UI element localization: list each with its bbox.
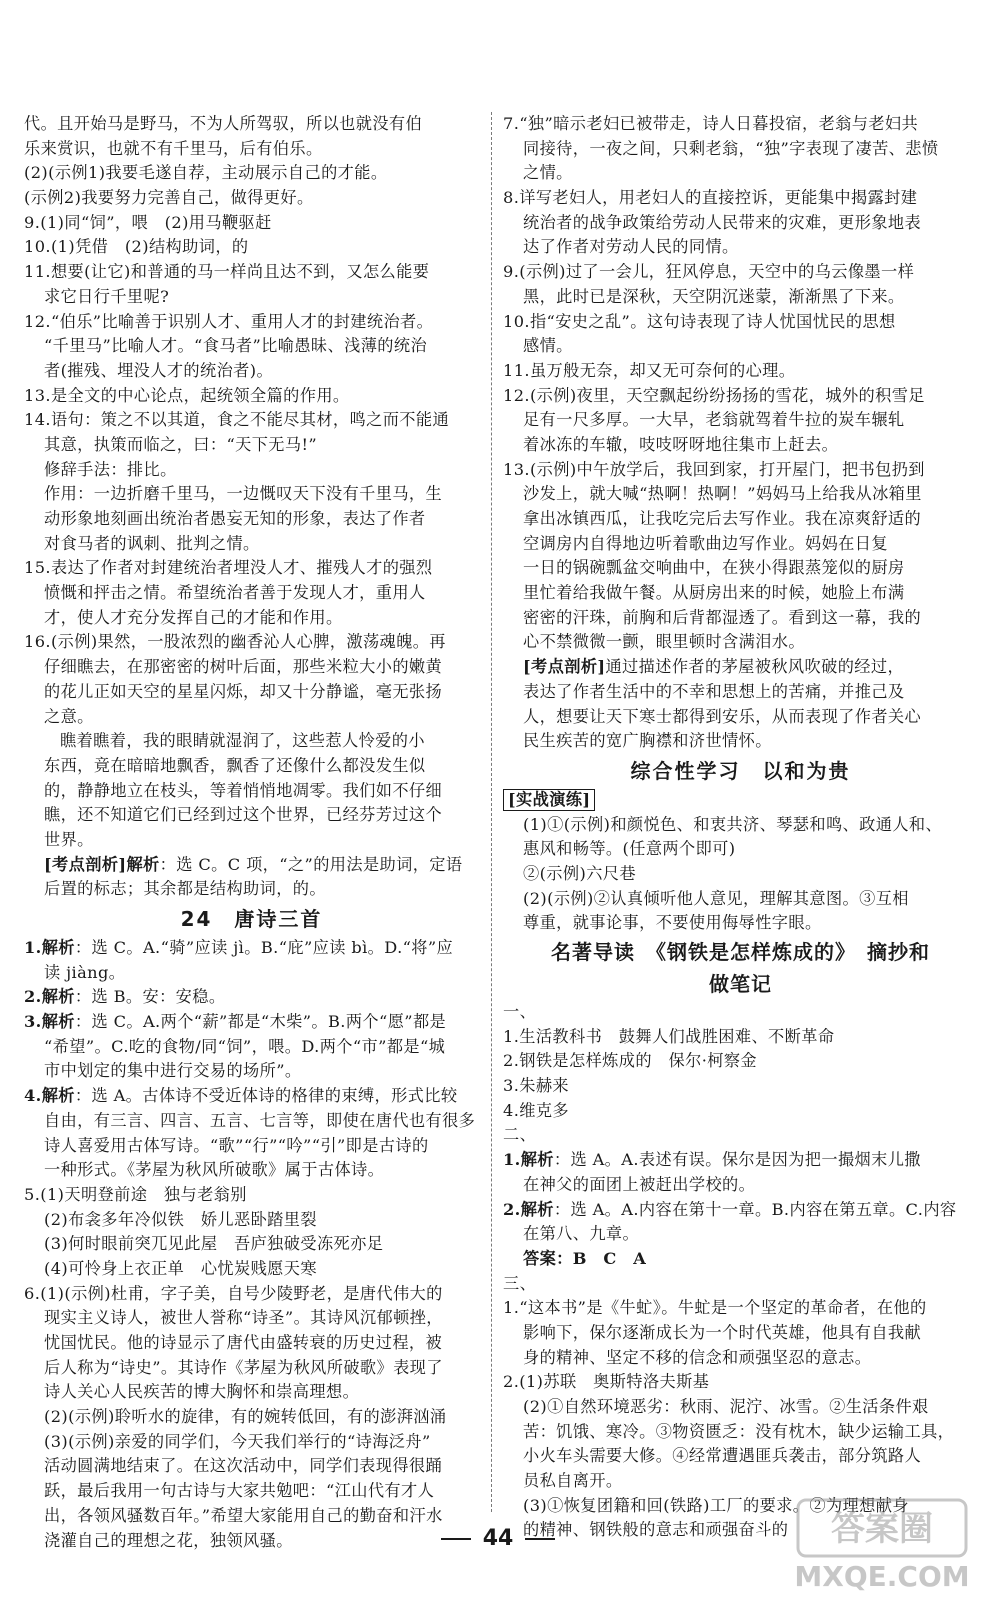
text-line: (2)(示例1)我要毛遂自荐，主动展示自己的才能。: [24, 163, 388, 183]
text-line: 统治者的战争政策给劳动人民带来的灾难，更形象地表: [523, 212, 922, 232]
text-line: 市中划定的集中进行交易的场所”。: [44, 1061, 302, 1081]
answer-line: [24, 985, 479, 1010]
column-divider: [491, 112, 492, 1512]
answer-line: [503, 1148, 978, 1173]
text-line: 员私自离开。: [523, 1471, 623, 1491]
text-line: 瞧，还不知道它们已经到过这个世界，已经芬芳过这个: [44, 805, 443, 825]
text-line: 7.“独”暗示老妇已被带走，诗人日暮投宿，老翁与老妇共: [503, 114, 919, 133]
text-line: 2.钢铁是怎样炼成的 保尔·柯察金: [503, 1051, 758, 1071]
text-line: 11.想要(让它)和普通的马一样尚且达不到，又怎么能要: [24, 262, 430, 282]
text-line: 1.生活教科书 鼓舞人们战胜困难、不断革命: [503, 1026, 835, 1046]
analysis-label: 解析: [126, 854, 160, 874]
text-line: 2.(1)苏联 奥斯特洛夫斯基: [503, 1372, 710, 1392]
text-line: 尊重，就事论事，不要使用侮辱性字眼。: [523, 913, 822, 933]
text-line: 12.(示例)夜里，天空飘起纷纷扬扬的雪花，城外的积雪足: [503, 385, 925, 405]
text-line: 之情。: [523, 163, 573, 183]
answer-label: 1.解析: [503, 1150, 554, 1170]
practice-heading: [503, 788, 978, 813]
text-line: 沙发上，就大喊“热啊！热啊！”妈妈马上给我从冰箱里: [523, 484, 922, 504]
text-line: 身的精神、坚定不移的信念和顽强坚忍的意志。: [523, 1347, 872, 1367]
text-line: 自由，有三言、四言、五言、七言等，即使在唐代也有很多: [44, 1110, 476, 1130]
text-line: 13.是全文的中心论点，起统领全篇的作用。: [24, 385, 350, 405]
text-line: 二、: [503, 1125, 537, 1145]
text-line: “千里马”比喻人才。“食马者”比喻愚昧、浅薄的统治: [44, 336, 428, 356]
answer-label: 4.解析: [24, 1086, 75, 1106]
text-line: 着冰冻的车辙，吱吱呀呀地往集市上赶去。: [523, 434, 839, 454]
text-line: (2)(示例)聆听水的旋律，有的婉转低回，有的澎湃汹涌: [44, 1407, 447, 1427]
text-line: 4.维克多: [503, 1100, 570, 1120]
text-line: 9.(示例)过了一会儿，狂风停息，天空中的乌云像墨一样: [503, 262, 915, 282]
text-line: 影响下，保尔逐渐成长为一个时代英雄，他具有自我献: [523, 1322, 922, 1342]
text-line: 一、: [503, 1002, 537, 1021]
text-line: 3.朱赫来: [503, 1076, 570, 1096]
text-line: 里忙着给我做午餐。从厨房出来的时候，她脸上布满: [523, 583, 905, 603]
right-column: [503, 112, 978, 1543]
text-line: 13.(示例)中午放学后，我回到家，打开屋门，把书包扔到: [503, 459, 925, 479]
text-line: 之意。: [44, 706, 94, 726]
text-line: (4)可怜身上衣正单 心忧炭贱愿天寒: [44, 1258, 317, 1278]
text-line: ②(示例)六尺巷: [523, 863, 636, 883]
text-line: 在神父的面团上被赶出学校的。: [523, 1174, 756, 1194]
watermark-text: 答案圈: [831, 1509, 933, 1549]
text-line: 世界。: [44, 829, 94, 849]
answer-text: ：选 B。安：安稳。: [74, 987, 226, 1007]
answer-text: ：选 A。A.内容在第十一章。B.内容在第五章。C.内容: [553, 1199, 957, 1219]
answer-key: 答案：B C A: [523, 1248, 647, 1268]
text-line: 代。且开始马是野马，不为人所驾驭，所以也就没有伯: [24, 114, 423, 133]
text-line: 黑，此时已是深秋，天空阴沉迷蒙，渐渐黑了下来。: [523, 286, 905, 306]
text-line: 读 jiàng。: [44, 962, 126, 982]
answer-text: ：选 A。A.表述有误。保尔是因为把一撮烟末儿撒: [553, 1150, 921, 1170]
text-line: (3)何时眼前突兀见此屋 吾庐独破受冻死亦足: [44, 1234, 384, 1254]
text-line: 11.虽万般无奈，却又无可奈何的心理。: [503, 360, 796, 380]
answer-line: [24, 1010, 479, 1035]
text-line: 后置的标志；其余都是结构助词，的。: [44, 879, 326, 899]
watermark-logo: [792, 1492, 972, 1596]
text-line: 忧国忧民。他的诗显示了唐代由盛转衰的历史过程，被: [44, 1333, 443, 1352]
text-line: 现实主义诗人，被世人誉称“诗圣”。其诗风沉郁顿挫，: [44, 1308, 443, 1328]
text-line: 对食马者的讽刺、批判之情。: [44, 533, 260, 553]
answer-label: 1.解析: [24, 938, 75, 957]
text-line: 10.(1)凭借 (2)结构助词，的: [24, 237, 249, 257]
left-column: [24, 112, 479, 1553]
text-line: 修辞手法：排比。: [44, 459, 177, 479]
text-line: 的精神、钢铁般的意志和顽强奋斗的: [523, 1520, 789, 1540]
text-line: 民生疾苦的宽广胸襟和济世情怀。: [523, 731, 772, 751]
text-line: 跃，最后我用一句古诗与大家共勉吧：“江山代有才人: [44, 1481, 435, 1501]
text-line: 诗人关心人民疾苦的博大胸怀和崇高理想。: [44, 1382, 360, 1402]
text-line: (示例2)我要努力完善自己，做得更好。: [24, 188, 314, 208]
text-line: 的，静静地立在枝头，等着悄悄地凋零。我们如不仔细: [44, 780, 443, 800]
text-line: 活动圆满地结束了。在这次活动中，同学们表现得很踊: [44, 1456, 443, 1476]
answer-text: ：选 C。A.“骑”应读 jì。B.“庇”应读 bì。D.“将”应: [74, 938, 454, 957]
watermark-url: MXQE.COM: [794, 1560, 970, 1593]
text-line: 12.“伯乐”比喻善于识别人才、重用人才的封建统治者。: [24, 311, 434, 331]
text-line: 东西，竟在暗暗地飘香，飘香了还像什么都没发生似: [44, 755, 426, 775]
section-title-reading: 名著导读 《钢铁是怎样炼成的》 摘抄和: [551, 940, 930, 964]
text-line: 15.表达了作者对封建统治者埋没人才、摧残人才的强烈: [24, 558, 433, 578]
text-line: 的花儿正如天空的星星闪烁，却又十分静谧，毫无张扬: [44, 681, 443, 701]
text-line: (2)(示例)②认真倾听他人意见，理解其意图。③互相: [523, 888, 909, 908]
answer-text: ：选 C。A.两个“薪”都是“木柴”。B.两个“愿”都是: [74, 1012, 447, 1032]
analysis-tag: [考点剖析]: [523, 657, 606, 677]
text-line: 愤慨和抨击之情。希望统治者善于发现人才，重用人: [44, 583, 426, 603]
section-title-reading-2: 做笔记: [709, 972, 772, 996]
text-line: 才，使人才充分发挥自己的才能和作用。: [44, 607, 343, 627]
text-line: 5.(1)天明登前途 独与老翁别: [24, 1184, 247, 1204]
answer-label: 3.解析: [24, 1012, 75, 1032]
text-line: 在第八、九章。: [523, 1224, 640, 1244]
answer-line: [24, 936, 479, 961]
text-line: (3)(示例)亲爱的同学们，今天我们举行的“诗海泛舟”: [44, 1431, 431, 1451]
text-line: 瞧着瞧着，我的眼睛就湿润了，这些惹人怜爱的小: [60, 731, 425, 751]
page-number-dash-left: [441, 1538, 471, 1540]
text-line: 浇灌自己的理想之花，独领风骚。: [44, 1530, 293, 1550]
text-line: 人，想要让天下寒士都得到安乐，从而表现了作者关心: [523, 706, 922, 726]
answer-line: [24, 1084, 479, 1109]
text-line: 惠风和畅等。(任意两个即可): [523, 839, 736, 859]
text-line: 心不禁微微一颤，眼里顿时含满泪水。: [523, 632, 805, 652]
text-line: 乐来赏识，也就不有千里马，后有伯乐。: [24, 138, 323, 158]
text-line: 1.“这本书”是《牛虻》。牛虻是一个坚定的革命者，在他的: [503, 1298, 927, 1318]
text-line: 动形象地刻画出统治者愚妄无知的形象，表达了作者: [44, 509, 426, 528]
text-line: 9.(1)同“饲”，喂 (2)用马鞭驱赶: [24, 212, 272, 232]
analysis-line: [24, 853, 479, 878]
section-title-tang-poems: 24 唐诗三首: [180, 907, 323, 931]
analysis-tag: [考点剖析]: [44, 854, 127, 874]
text-line: 一种形式。《茅屋为秋风所破歌》属于古体诗。: [44, 1160, 385, 1180]
analysis-line: [503, 655, 978, 680]
answer-text: ：选 A。古体诗不受近体诗的格律的束缚，形式比较: [74, 1086, 458, 1106]
text-line: 8.详写老妇人，用老妇人的直接控诉，更能集中揭露封建: [503, 188, 918, 208]
text-line: 其意，执策而临之，曰：“天下无马!”: [44, 434, 318, 454]
text-line: “希望”。C.吃的食物/同“饲”，喂。D.两个“市”都是“城: [44, 1036, 446, 1056]
text-line: 足有一尺多厚。一大早，老翁就驾着牛拉的炭车辗轧: [523, 410, 905, 430]
text-line: 后人称为“诗史”。其诗作《茅屋为秋风所破歌》表现了: [44, 1357, 443, 1377]
section-title-comprehensive: 综合性学习 以和为贵: [630, 758, 851, 783]
text-line: 达了作者对劳动人民的同情。: [523, 237, 739, 257]
text-line: 诗人喜爱用古体写诗。“歌”“行”“吟”“引”即是古诗的: [44, 1135, 429, 1155]
text-line: 小火车头需要大修。④经常遭遇匪兵袭击，部分筑路人: [523, 1446, 922, 1466]
text-line: (2)布衾多年冷似铁 娇儿恶卧踏里裂: [44, 1209, 317, 1229]
analysis-text: ：选 C。C 项，“之”的用法是助词，定语: [159, 854, 463, 874]
text-line: 空调房内自得地边听着歌曲边写作业。妈妈在日复: [523, 533, 888, 553]
answer-label: 2.解析: [503, 1199, 554, 1219]
text-line: 仔细瞧去，在那密密的树叶后面，那些米粒大小的嫩黄: [44, 657, 443, 677]
text-line: 10.指“安史之乱”。这句诗表现了诗人忧国忧民的思想: [503, 311, 896, 331]
text-line: 拿出冰镇西瓜，让我吃完后去写作业。我在凉爽舒适的: [523, 509, 922, 528]
text-line: 16.(示例)果然，一股浓烈的幽香沁人心脾，激荡魂魄。再: [24, 632, 446, 652]
text-line: (2)①自然环境恶劣：秋雨、泥泞、冰雪。②生活条件艰: [523, 1397, 929, 1416]
text-line: 苦：饥饿、寒冷。③物资匮乏：没有枕木，缺少运输工具，: [523, 1421, 955, 1441]
practice-tag: [实战演练]: [503, 789, 595, 811]
text-line: 作用：一边折磨千里马，一边慨叹天下没有千里马，生: [44, 484, 443, 504]
text-line: 三、: [503, 1273, 537, 1293]
page-number-value: 44: [482, 1526, 514, 1551]
text-line: 6.(1)(示例)杜甫，字子美，自号少陵野老，是唐代伟大的: [24, 1283, 443, 1303]
answer-label: 2.解析: [24, 987, 75, 1007]
text-line: 感情。: [523, 336, 573, 356]
text-line: 者(摧残、埋没人才的统治者)。: [44, 360, 274, 380]
text-line: 求它日行千里呢?: [44, 286, 170, 306]
text-line: 表达了作者生活中的不幸和思想上的苦痛，并推己及: [523, 681, 905, 701]
page-number-dash-right: [525, 1538, 555, 1540]
answer-line: [503, 1198, 978, 1223]
text-line: 同接待，一夜之间，只剩老翁，“独”字表现了凄苦、悲愤: [523, 138, 939, 158]
text-line: 一日的锅碗瓢盆交响曲中，在狭小得跟蒸笼似的厨房: [523, 558, 905, 578]
text-line: 14.语句：策之不以其道，食之不能尽其材，鸣之而不能通: [24, 410, 450, 430]
text-line: 出，各领风骚数百年。”希望大家能用自己的勤奋和汗水: [44, 1505, 443, 1525]
text-line: (1)①(示例)和颜悦色、和衷共济、琴瑟和鸣、政通人和、: [523, 814, 943, 834]
text-line: (3)①恢复团籍和回(铁路)工厂的要求。②为理想献身: [523, 1495, 909, 1515]
text-line: 密密的汗珠，前胸和后背都湿透了。看到这一幕，我的: [523, 607, 922, 627]
analysis-text: 通过描述作者的茅屋被秋风吹破的经过，: [605, 657, 905, 677]
